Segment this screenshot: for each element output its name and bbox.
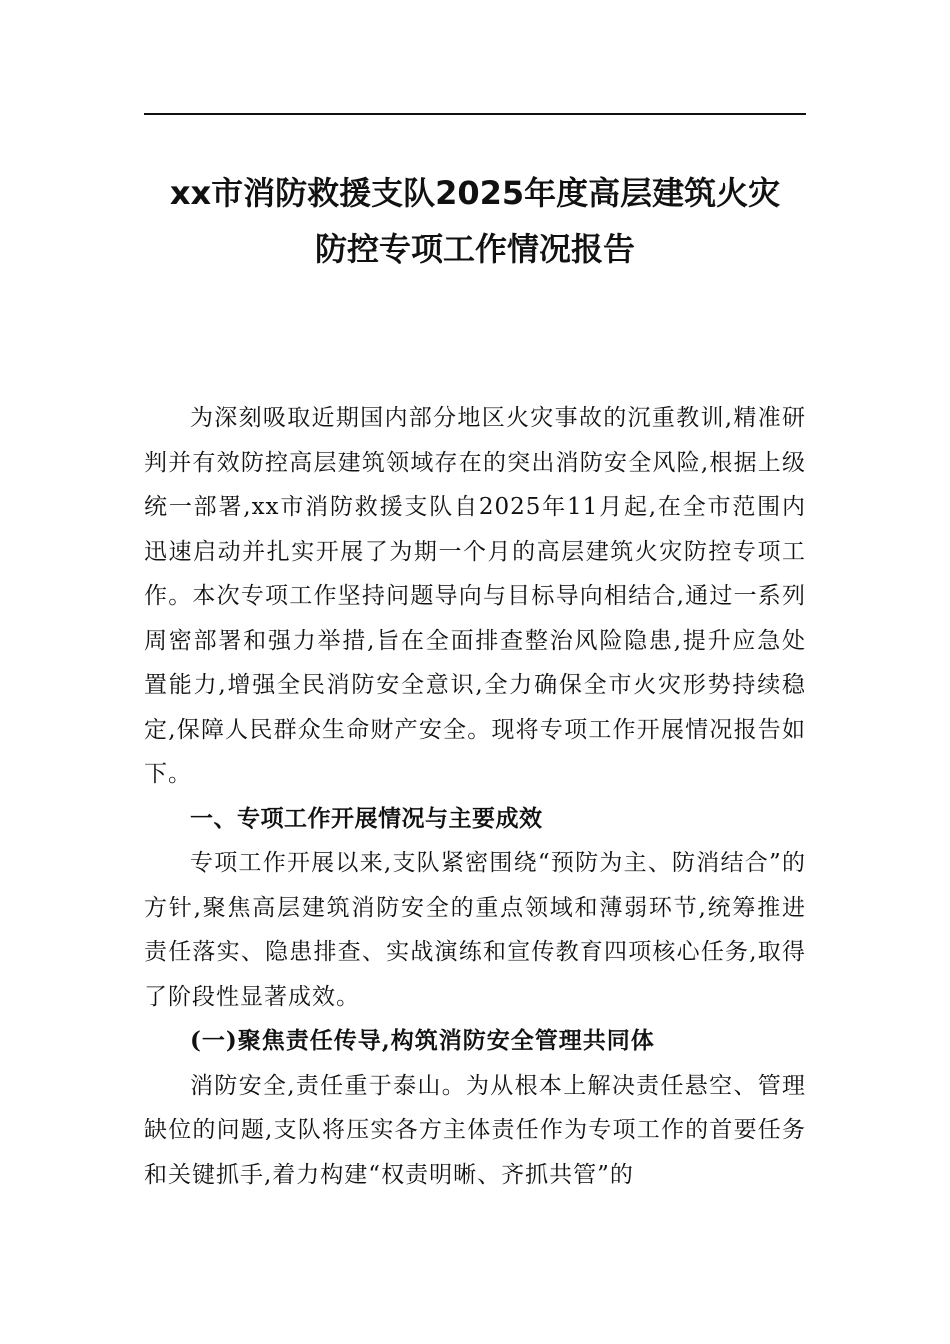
document-body bbox=[144, 396, 806, 1197]
title-line-1: xx市消防救援支队2025年度高层建筑火灾 bbox=[169, 174, 781, 212]
section-heading-1: 一、专项工作开展情况与主要成效 bbox=[190, 805, 543, 832]
intro-paragraph: 为深刻吸取近期国内部分地区火灾事故的沉重教训,精准研判并有效防控高层建筑领域存在的突出消防安全风险,根据上级统一部署,xx市消防救援支队自2025年11月起,在全市范围内迅速启动并扎实开展了为期一个月的高层建筑火灾防控专项工作。本次专项工作坚持问题导向与目标导向相结合,通过一系列周密部署和强力举措,旨在全面排查整治风险隐患,提升应急处置能力,增强全民消防安全意识,全力确保全市火灾形势持续稳定,保障人民群众生命财产安全。现将专项工作开展情况报告如下。 bbox=[144, 405, 806, 787]
subsection-1-1-paragraph: 消防安全,责任重于泰山。为从根本上解决责任悬空、管理缺位的问题,支队将压实各方主体责任作为专项工作的首要任务和关键抓手,着力构建“权责明晰、齐抓共管”的 bbox=[144, 1072, 806, 1188]
title-line-2: 防控专项工作情况报告 bbox=[314, 230, 635, 268]
header-rule bbox=[144, 113, 806, 115]
subsection-heading-1-1: (一)聚焦责任传导,构筑消防安全管理共同体 bbox=[190, 1027, 655, 1054]
document-title bbox=[144, 165, 806, 277]
section-1-paragraph: 专项工作开展以来,支队紧密围绕“预防为主、防消结合”的方针,聚焦高层建筑消防安全的重点领域和薄弱环节,统筹推进责任落实、隐患排查、实战演练和宣传教育四项核心任务,取得了阶段性显著成效。 bbox=[144, 850, 806, 1010]
